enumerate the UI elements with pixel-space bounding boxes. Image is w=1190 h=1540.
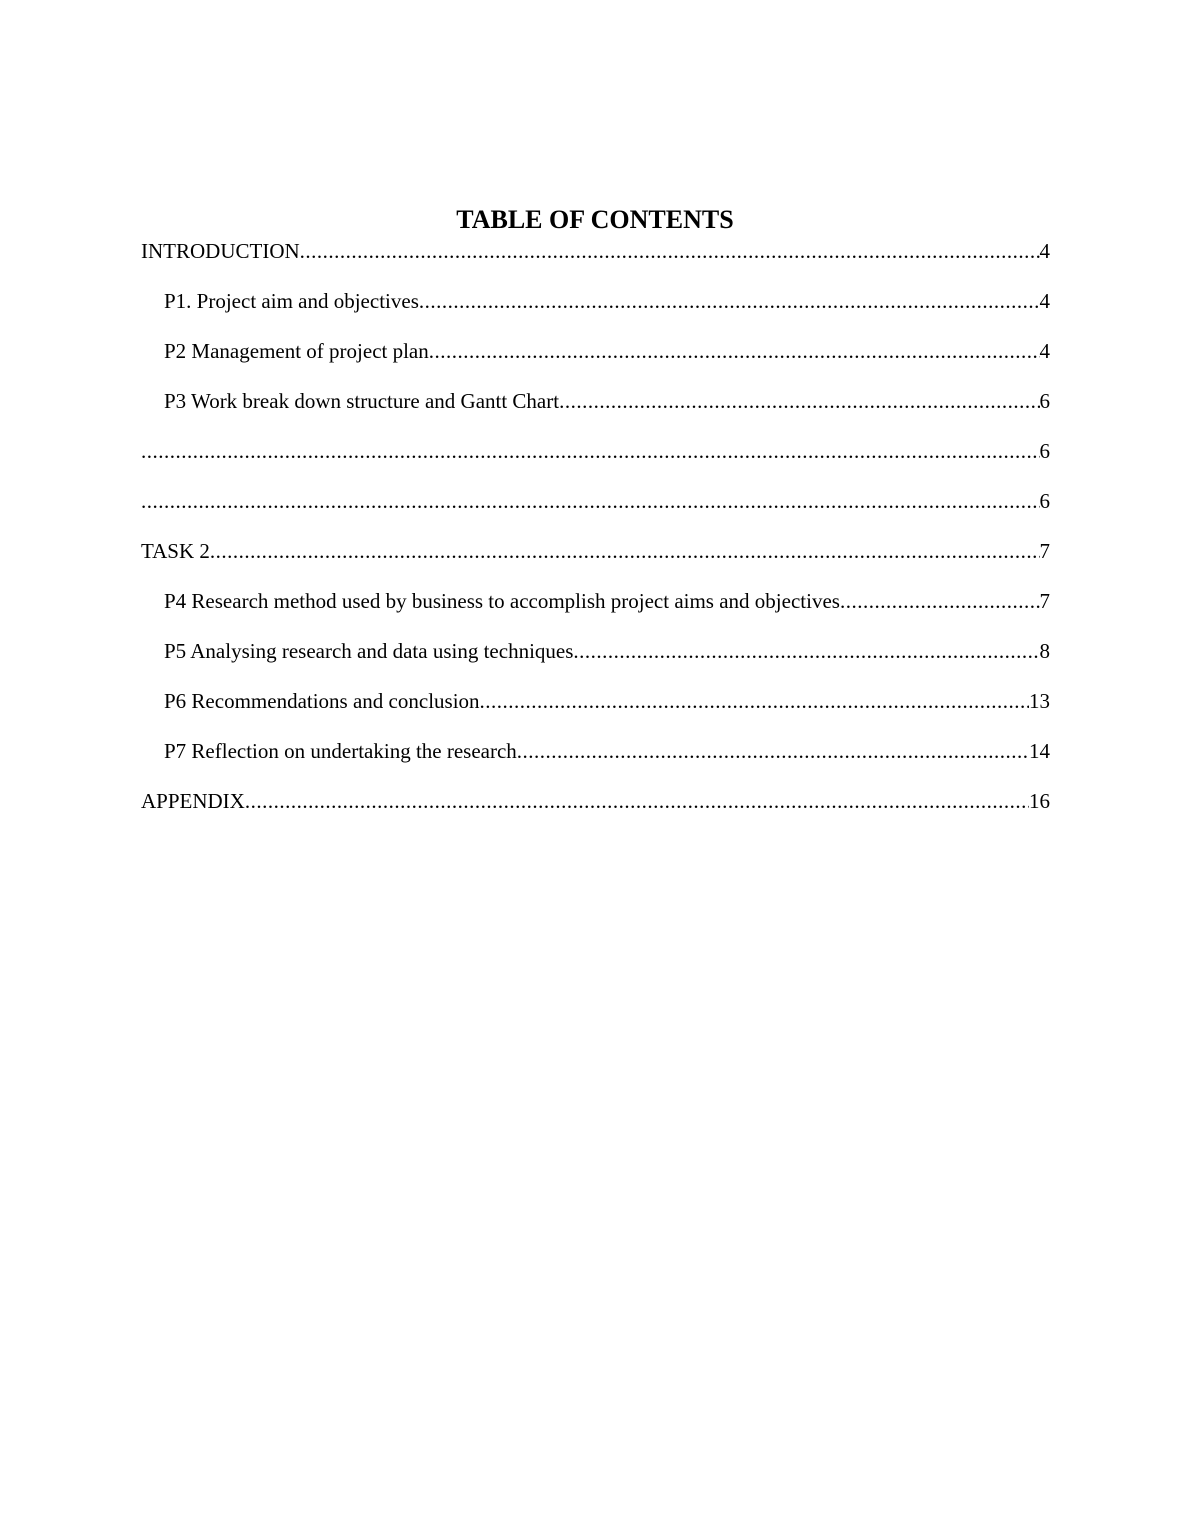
toc-entry-p6[interactable]: [141, 686, 1050, 736]
toc-entry-p2[interactable]: [141, 336, 1050, 386]
toc-entry-label: TASK 2: [141, 539, 210, 563]
toc-entry-untitled-2[interactable]: [141, 486, 1050, 536]
toc-entry-page-number: 13: [1029, 689, 1050, 713]
toc-entry-task-2[interactable]: [141, 536, 1050, 586]
toc-entry-label: P3 Work break down structure and Gantt Chart: [164, 389, 560, 413]
toc-list: [141, 236, 1050, 836]
toc-entry-page-number: 7: [1039, 539, 1050, 563]
toc-entry-p5[interactable]: [141, 636, 1050, 686]
toc-entry-page-number: 4: [1039, 289, 1050, 313]
dot-leader: [559, 386, 1039, 416]
toc-entry-label: P7 Reflection on undertaking the research: [164, 739, 517, 763]
toc-entry-page-number: 7: [1039, 589, 1050, 613]
toc-entry-untitled-1[interactable]: [141, 436, 1050, 486]
toc-entry-label: P4 Research method used by business to accomplish project aims and objectives: [164, 589, 840, 613]
toc-entry-page-number: 6: [1039, 489, 1050, 513]
toc-entry-page-number: 16: [1029, 789, 1050, 813]
dot-leader: [300, 236, 1040, 266]
toc-entry-label: APPENDIX: [141, 789, 245, 813]
toc-title: TABLE OF CONTENTS: [456, 205, 734, 234]
toc-entry-p1[interactable]: [141, 286, 1050, 336]
toc-entry-p7[interactable]: [141, 736, 1050, 786]
dot-leader: [245, 786, 1029, 816]
toc-entry-label: P6 Recommendations and conclusion: [164, 689, 480, 713]
dot-leader: [573, 636, 1039, 666]
toc-entry-appendix[interactable]: [141, 786, 1050, 836]
toc-entry-label: INTRODUCTION: [141, 239, 300, 263]
dot-leader: [141, 486, 1040, 516]
toc-entry-p3[interactable]: [141, 386, 1050, 436]
toc-entry-p4[interactable]: [141, 586, 1050, 636]
toc-entry-label: P1. Project aim and objectives: [164, 289, 419, 313]
toc-entry-page-number: 6: [1039, 439, 1050, 463]
dot-leader: [141, 436, 1040, 466]
dot-leader: [840, 586, 1040, 616]
dot-leader: [480, 686, 1029, 716]
toc-entry-label: P2 Management of project plan: [164, 339, 429, 363]
dot-leader: [210, 536, 1040, 566]
toc-entry-page-number: 4: [1039, 339, 1050, 363]
dot-leader: [517, 736, 1029, 766]
toc-entry-page-number: 4: [1039, 239, 1050, 263]
dot-leader: [429, 336, 1040, 366]
toc-entry-page-number: 6: [1039, 389, 1050, 413]
toc-entry-label: P5 Analysing research and data using techniques: [164, 639, 574, 663]
toc-entry-introduction[interactable]: [141, 236, 1050, 286]
toc-entry-page-number: 14: [1029, 739, 1050, 763]
dot-leader: [419, 286, 1040, 316]
toc-entry-page-number: 8: [1039, 639, 1050, 663]
